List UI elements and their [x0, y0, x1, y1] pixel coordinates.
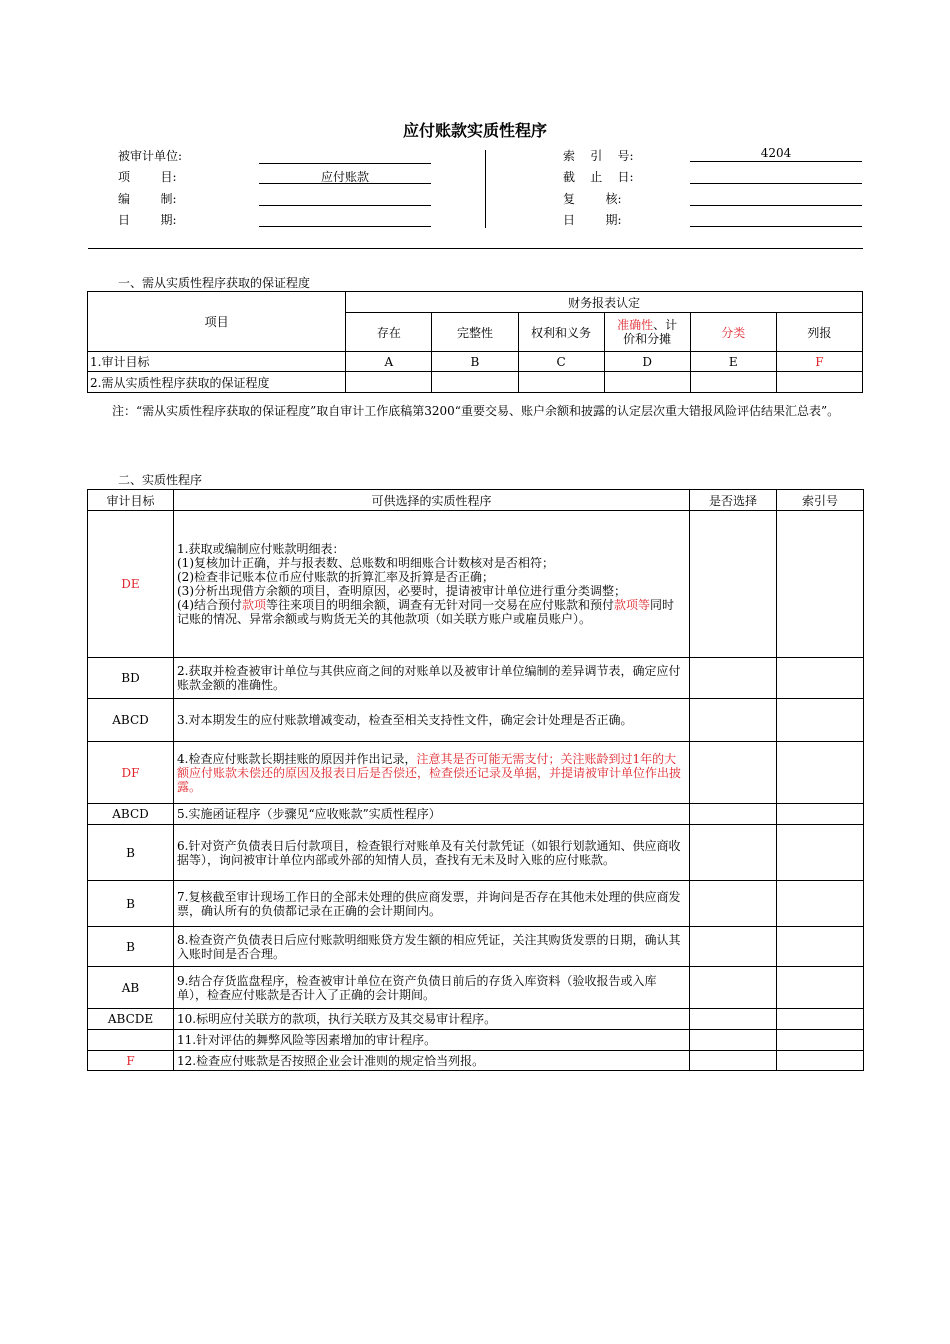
index-cell[interactable] [777, 742, 864, 804]
table-row [88, 825, 864, 881]
code-cell: A [346, 352, 432, 372]
header-divider [485, 150, 486, 228]
header-label-date: 日 期: [118, 213, 177, 227]
header-label-reviewer: 复 核: [563, 192, 622, 206]
target-cell: ABCDE [88, 1009, 174, 1030]
procedure-cell: 12.检查应付账款是否按照企业会计准则的规定恰当列报。 [174, 1051, 690, 1071]
header-field-review-date[interactable] [690, 211, 862, 227]
col-header-procedure: 可供选择的实质性程序 [174, 490, 690, 511]
target-cell: B [88, 881, 174, 927]
code-cell: D [604, 352, 690, 372]
assurance-cell[interactable] [346, 372, 432, 393]
table-row [88, 352, 863, 372]
assurance-cell[interactable] [776, 372, 862, 393]
select-cell[interactable] [690, 1030, 777, 1051]
table-row [88, 511, 864, 658]
row-label: 2.需从实质性程序获取的保证程度 [88, 372, 346, 393]
header-rule [88, 248, 863, 249]
target-cell: F [88, 1051, 174, 1071]
target-cell: AB [88, 967, 174, 1009]
col-header-target: 审计目标 [88, 490, 174, 511]
header-field-item[interactable]: 应付账款 [259, 168, 431, 184]
assertion-completeness: 完整性 [432, 313, 518, 352]
header-field-date[interactable] [259, 211, 431, 227]
table-row [88, 1051, 864, 1071]
procedure-cell: 6.针对资产负债表日后付款项目，检查银行对账单及有关付款凭证（如银行划款通知、供应商收据等），询问被审计单位内部或外部的知情人员，查找有无未及时入账的应付账款。 [174, 825, 690, 881]
code-cell: E [690, 352, 776, 372]
select-cell[interactable] [690, 967, 777, 1009]
select-cell[interactable] [690, 825, 777, 881]
assertion-table [87, 291, 863, 393]
header-field-cutoff[interactable] [690, 168, 862, 184]
select-cell[interactable] [690, 699, 777, 742]
table-row [88, 881, 864, 927]
page-title: 应付账款实质性程序 [402, 121, 547, 140]
procedure-cell: 4.检查应付账款长期挂账的原因并作出记录，注意其是否可能无需支付；关注账龄到过1年的大额应付账款未偿还的原因及报表日后是否偿还，检查偿还记录及单据，并提请被审计单位作出披露。 [174, 742, 690, 804]
code-cell: C [518, 352, 604, 372]
index-cell[interactable] [777, 1009, 864, 1030]
procedure-cell: 7.复核截至审计现场工作日的全部未处理的供应商发票，并询问是否存在其他未处理的供应商发票，确认所有的负债都记录在正确的会计期间内。 [174, 881, 690, 927]
header-label-cutoff: 截 止 日: [563, 170, 634, 184]
header-label-preparer: 编 制: [118, 192, 177, 206]
index-cell[interactable] [777, 927, 864, 967]
table-row [88, 804, 864, 825]
index-cell[interactable] [777, 825, 864, 881]
procedure-cell: 2.获取并检查被审计单位与其供应商之间的对账单以及被审计单位编制的差异调节表，确定应付账款金额的准确性。 [174, 658, 690, 699]
target-cell: B [88, 825, 174, 881]
col-header-selected: 是否选择 [690, 490, 777, 511]
header-label-item: 项 目: [118, 170, 177, 184]
procedure-cell: 8.检查资产负债表日后应付账款明细账贷方发生额的相应凭证，关注其购货发票的日期，确认其入账时间是否合理。 [174, 927, 690, 967]
procedure-cell: 9.结合存货监盘程序，检查被审计单位在资产负债日前后的存货入库资料（验收报告或入库单），检查应付账款是否计入了正确的会计期间。 [174, 967, 690, 1009]
assertion-rights: 权利和义务 [518, 313, 604, 352]
assertion-existence: 存在 [346, 313, 432, 352]
select-cell[interactable] [690, 742, 777, 804]
table-row [88, 1009, 864, 1030]
header-label-index: 索 引 号: [563, 149, 634, 163]
table-row [88, 699, 864, 742]
index-cell[interactable] [777, 804, 864, 825]
select-cell[interactable] [690, 658, 777, 699]
table-row [88, 372, 863, 393]
header-field-index[interactable]: 4204 [690, 146, 862, 162]
index-cell[interactable] [777, 511, 864, 658]
assurance-cell[interactable] [690, 372, 776, 393]
index-cell[interactable] [777, 881, 864, 927]
target-cell: DE [88, 511, 174, 658]
target-cell [88, 1030, 174, 1051]
target-cell: BD [88, 658, 174, 699]
procedure-cell: 3.对本期发生的应付账款增减变动，检查至相关支持性文件，确定会计处理是否正确。 [174, 699, 690, 742]
assurance-cell[interactable] [432, 372, 518, 393]
target-cell: B [88, 927, 174, 967]
target-cell: DF [88, 742, 174, 804]
header-field-unit[interactable] [259, 148, 431, 164]
select-cell[interactable] [690, 927, 777, 967]
select-cell[interactable] [690, 1051, 777, 1071]
procedure-cell: 10.标明应付关联方的款项，执行关联方及其交易审计程序。 [174, 1009, 690, 1030]
assertion-presentation: 列报 [776, 313, 862, 352]
header-label-unit: 被审计单位: [118, 149, 183, 163]
assurance-cell[interactable] [604, 372, 690, 393]
assertion-group-header: 财务报表认定 [346, 292, 863, 313]
item-header: 项目 [88, 292, 346, 352]
select-cell[interactable] [690, 1009, 777, 1030]
table-row [88, 742, 864, 804]
table-row [88, 1030, 864, 1051]
header-field-preparer[interactable] [259, 190, 431, 206]
select-cell[interactable] [690, 804, 777, 825]
code-cell: B [432, 352, 518, 372]
procedure-cell: 11.针对评估的舞弊风险等因素增加的审计程序。 [174, 1030, 690, 1051]
row-label: 1.审计目标 [88, 352, 346, 372]
index-cell[interactable] [777, 1030, 864, 1051]
table-row [88, 927, 864, 967]
index-cell[interactable] [777, 1051, 864, 1071]
procedure-cell: 1.获取或编制应付账款明细表： (1)复核加计正确，并与报表数、总账数和明细账合计数核对是否相符； (2)检查非记账本位币应付账款的折算汇率及折算是否正确； (3)分析出现借方余额的项目，查明原因，必要时，提请被审计单位进行重分类调整； (4)结合预付款项等往来项目的明细余额，调查有无针对同一交易在应付账款和预付款项等同时记账的情况、异常余额或与购货无关的其他款项（如关联方账户或雇员账户）。 [174, 511, 690, 658]
procedure-table [87, 489, 864, 1071]
table-row [88, 967, 864, 1009]
index-cell[interactable] [777, 699, 864, 742]
header-field-reviewer[interactable] [690, 190, 862, 206]
procedure-cell: 5.实施函证程序（步骤见“应收账款”实质性程序） [174, 804, 690, 825]
assertion-accuracy: 准确性、计 价和分摊 [604, 313, 690, 352]
select-cell[interactable] [690, 881, 777, 927]
col-header-index: 索引号 [777, 490, 864, 511]
header-label-review-date: 日 期: [563, 213, 622, 227]
select-cell[interactable] [690, 511, 777, 658]
section1-note: 注：“需从实质性程序获取的保证程度”取自审计工作底稿第3200“重要交易、账户余额和披露的认定层次重大错报风险评估结果汇总表”。 [112, 404, 840, 418]
section2-title: 二、实质性程序 [118, 473, 203, 487]
target-cell: ABCD [88, 699, 174, 742]
table-row [88, 658, 864, 699]
index-cell[interactable] [777, 967, 864, 1009]
assertion-classification: 分类 [690, 313, 776, 352]
code-cell: F [776, 352, 862, 372]
section1-title: 一、需从实质性程序获取的保证程度 [118, 276, 311, 290]
assurance-cell[interactable] [518, 372, 604, 393]
index-cell[interactable] [777, 658, 864, 699]
target-cell: ABCD [88, 804, 174, 825]
